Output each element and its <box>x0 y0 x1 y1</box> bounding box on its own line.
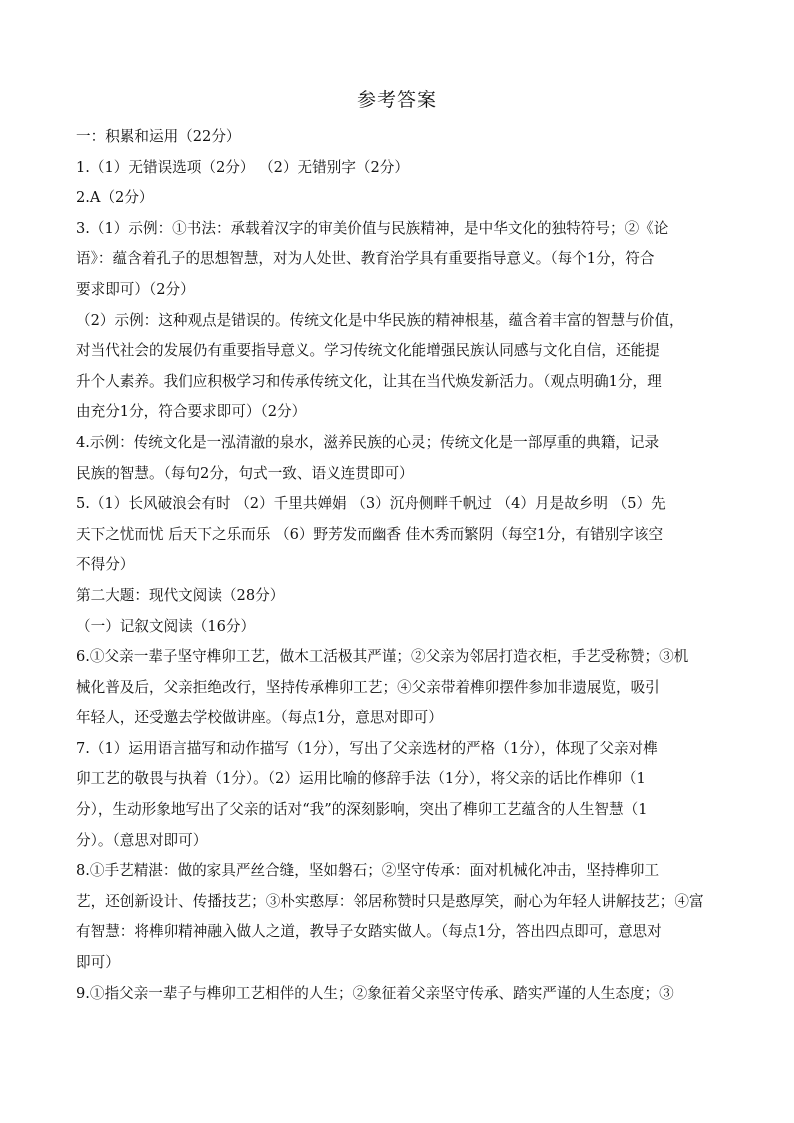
answer-line: 不得分） <box>76 556 135 574</box>
answer-line: 对当代社会的发展仍有重要指导意义。学习传统文化能增强民族认同感与文化自信，还能提 <box>76 342 660 360</box>
answer-paragraph <box>76 183 720 214</box>
answer-paragraph <box>76 428 720 489</box>
answer-paragraph <box>76 153 720 184</box>
answer-line: 语》：蕴含着孔子的思想智慧，对为人处世、教育治学具有重要指导意义。（每个1分，符合 <box>76 250 655 268</box>
answer-paragraph <box>76 612 720 643</box>
answer-line: 4.示例：传统文化是一泓清澈的泉水，滋养民族的心灵；传统文化是一部厚重的典籍，记录 <box>76 433 660 451</box>
answer-line: 有智慧：将榫卯精神融入做人之道，教导子女踏实做人。（每点1分，答出四点即可，意思对 <box>76 923 662 941</box>
answer-line: 升个人素养。我们应积极学习和传承传统文化，让其在当代焕发新活力。（观点明确1分，理 <box>76 372 662 390</box>
answer-line: 5.（1）长风破浪会有时 （2）千里共婵娟 （3）沉舟侧畔千帆过 （4）月是故乡明 （5）先 <box>76 495 666 513</box>
answer-line: 由充分1分，符合要求即可）（2分） <box>76 403 307 421</box>
answer-paragraph <box>76 581 720 612</box>
answer-paragraph <box>76 489 720 581</box>
answer-paragraph <box>76 642 720 734</box>
answer-paragraph <box>76 122 720 153</box>
answer-line: 分）。（意思对即可） <box>76 831 208 849</box>
answer-line: 7.（1）运用语言描写和动作描写（1分），写出了父亲选材的严格（1分），体现了父亲对榫 <box>76 739 658 757</box>
answer-line: 即可） <box>76 954 120 972</box>
answer-line: （一）记叙文阅读（16分） <box>76 617 256 635</box>
answer-line: 6.①父亲一辈子坚守榫卯工艺，做木工活极其严谨；②父亲为邻居打造衣柜，手艺受称赞；③机 <box>76 648 689 666</box>
answer-paragraph <box>76 979 720 1010</box>
answer-line: 一：积累和运用（22分） <box>76 128 241 145</box>
answer-line: 1.（1）无错误选项（2分） （2）无错别字（2分） <box>76 158 409 176</box>
answer-line: 年轻人，还受邀去学校做讲座。（每点1分，意思对即可） <box>76 709 443 727</box>
answer-line: 2.A（2分） <box>76 189 154 207</box>
answer-line: 分），生动形象地写出了父亲的话对“我”的深刻影响，突出了榫卯工艺蕴含的人生智慧（1 <box>76 801 648 819</box>
answer-line: 3.（1）示例：①书法：承载着汉字的审美价值与民族精神，是中华文化的独特符号；②《论 <box>76 219 669 237</box>
answer-line: 卯工艺的敬畏与执着（1分）。（2）运用比喻的修辞手法（1分），将父亲的话比作榫卯（1 <box>76 770 646 788</box>
answer-paragraph <box>76 856 720 978</box>
answer-line: 民族的智慧。（每句2分，句式一致、语义连贯即可） <box>76 464 414 482</box>
answer-line: 要求即可）（2分） <box>76 280 195 298</box>
answer-paragraph <box>76 734 720 856</box>
answer-line: 第二大题：现代文阅读（28分） <box>76 586 285 604</box>
page-title: 参考答案 <box>356 89 437 111</box>
answer-line: 艺，还创新设计、传播技艺；③朴实憨厚：邻居称赞时只是憨厚笑，耐心为年轻人讲解技艺；④富 <box>76 892 704 910</box>
answer-line: （2）示例：这种观点是错误的。传统文化是中华民族的精神根基，蕴含着丰富的智慧与价值， <box>76 311 684 329</box>
answer-line: 8.①手艺精湛：做的家具严丝合缝，坚如磐石；②坚守传承：面对机械化冲击，坚持榫卯工 <box>76 862 660 880</box>
answer-line: 9.①指父亲一辈子与榫卯工艺相伴的人生；②象征着父亲坚守传承、踏实严谨的人生态度；③ <box>76 984 674 1002</box>
answer-line: 械化普及后，父亲拒绝改行，坚持传承榫卯工艺；④父亲带着榫卯摆件参加非遗展览，吸引 <box>76 678 660 696</box>
answer-body <box>76 122 720 1009</box>
answer-paragraph <box>76 306 720 428</box>
answer-paragraph <box>76 214 720 306</box>
answer-line: 天下之忧而忧 后天下之乐而乐 （6）野芳发而幽香 佳木秀而繁阴（每空1分，有错别字该空 <box>76 525 664 543</box>
